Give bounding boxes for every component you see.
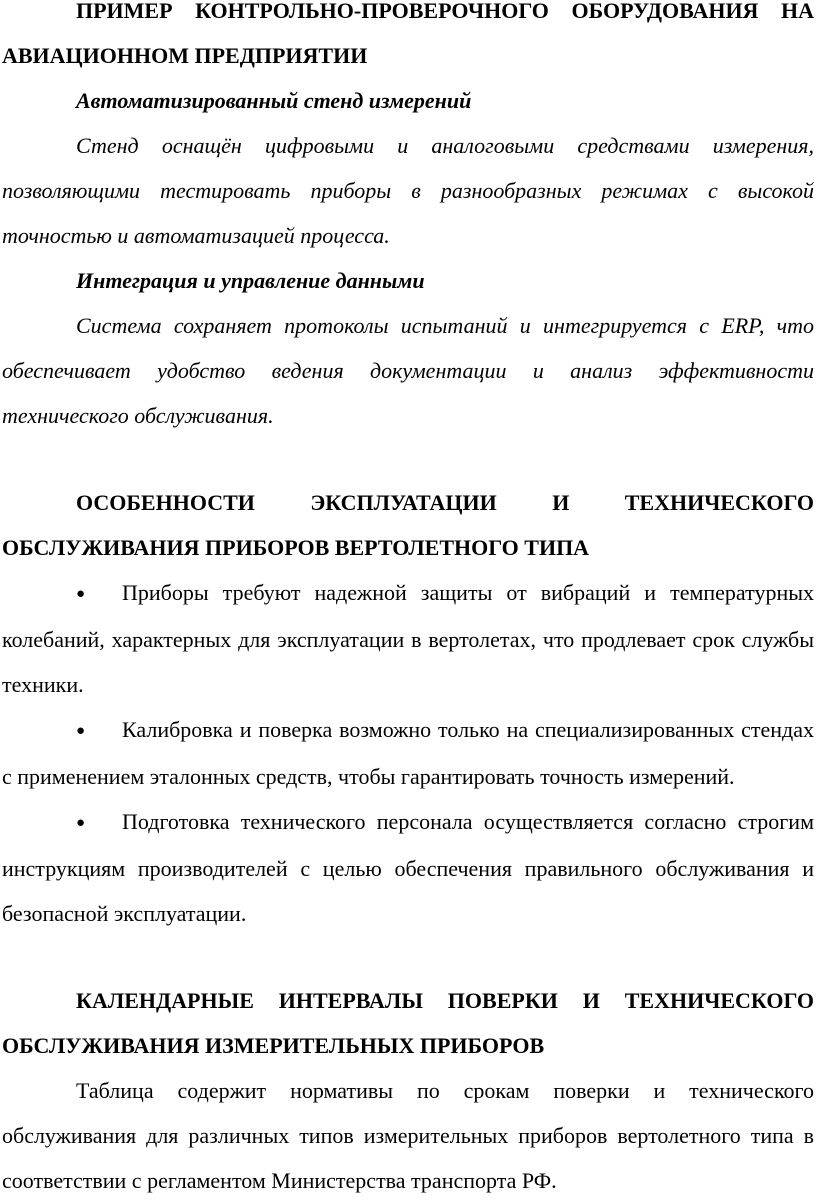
bullet-icon: ●: [76, 723, 86, 739]
bullet-item-2: [2, 707, 814, 799]
bullet-icon: ●: [76, 586, 86, 602]
subsection-1-heading: Автоматизированный стенд измерений: [76, 88, 472, 113]
bullet-item-text: Приборы требуют надежной защиты от вибраций и температурных колебаний, характерных для эксплуатации в вертолетах, что продлевает срок службы техники.: [2, 580, 814, 697]
bullet-item-text: Подготовка технического персонала осуществляется согласно строгим инструкциям производителей с целью обеспечения правильного обслуживания и безопасной эксплуатации.: [2, 809, 814, 926]
bullet-item-1: [2, 570, 814, 707]
bullet-icon: ●: [76, 815, 86, 831]
section-gap: [2, 936, 814, 978]
bullet-item-text: Калибровка и поверка возможно только на специализированных стендах с применением эталонных средств, чтобы гарантировать точность измерений.: [2, 717, 814, 789]
subsection-2-heading: Интеграция и управление данными: [76, 268, 425, 293]
subsection-1-text: Стенд оснащён цифровыми и аналоговыми средствами измерения, позволяющими тестировать приборы в разнообразных режимах с высокой точностью и автоматизацией процесса.: [2, 133, 814, 248]
section-3-text: Таблица содержит нормативы по срокам поверки и технического обслуживания для различных типов измерительных приборов вертолетного типа в соответствии с регламентом Министерства транспорта РФ.: [2, 1078, 814, 1193]
section-1-title: ПРИМЕР КОНТРОЛЬНО-ПРОВЕРОЧНОГО ОБОРУДОВАНИЯ НА АВИАЦИОННОМ ПРЕДПРИЯТИИ: [2, 0, 814, 68]
bullet-item-3: [2, 799, 814, 936]
section-2-title: ОСОБЕННОСТИ ЭКСПЛУАТАЦИИ И ТЕХНИЧЕСКОГО ОБСЛУЖИВАНИЯ ПРИБОРОВ ВЕРТОЛЕТНОГО ТИПА: [2, 490, 814, 560]
subsection-2-text: Система сохраняет протоколы испытаний и интегрируется с ERP, что обеспечивает удобство ведения документации и анализ эффективности технического обслуживания.: [2, 313, 814, 428]
section-gap: [2, 438, 814, 480]
section-3-title: КАЛЕНДАРНЫЕ ИНТЕРВАЛЫ ПОВЕРКИ И ТЕХНИЧЕСКОГО ОБСЛУЖИВАНИЯ ИЗМЕРИТЕЛЬНЫХ ПРИБОРОВ: [2, 988, 814, 1058]
